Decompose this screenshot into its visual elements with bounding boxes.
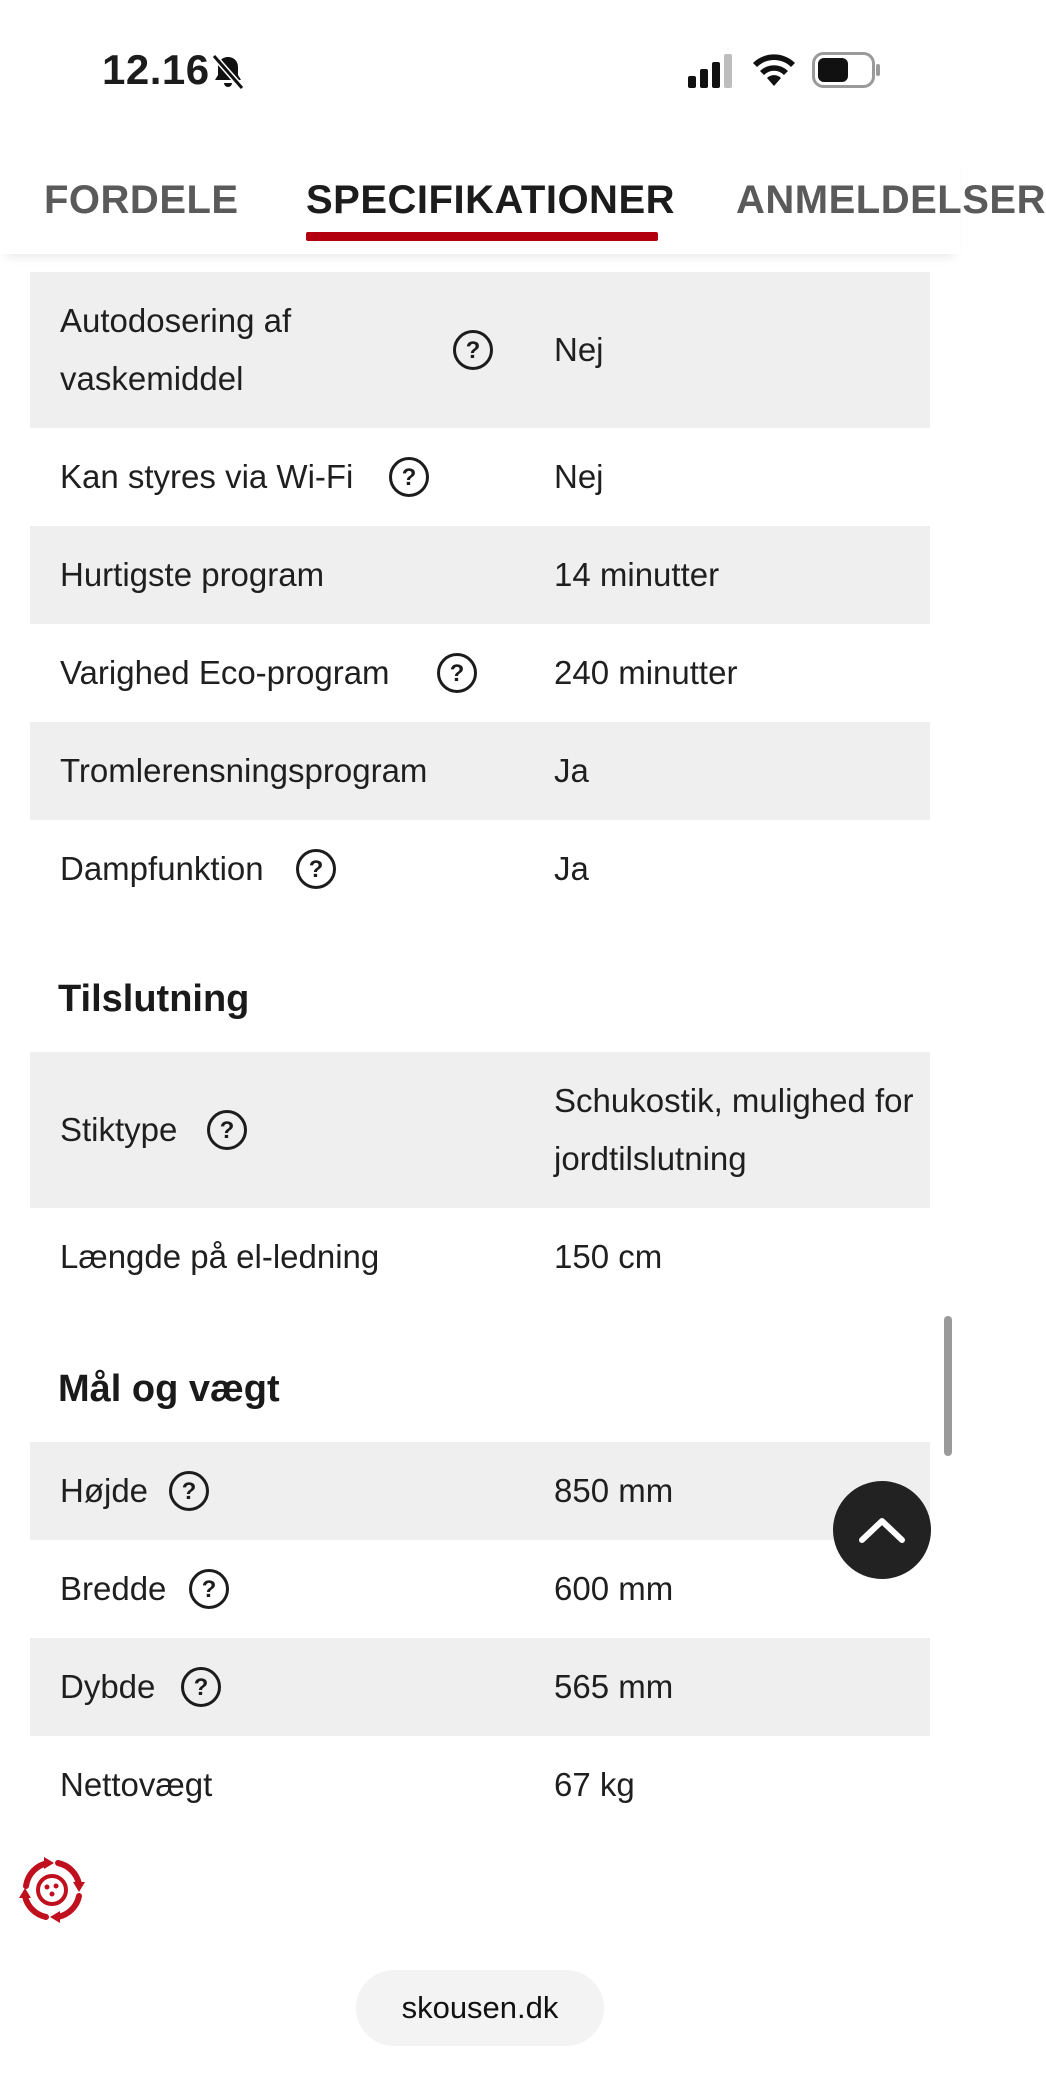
help-icon[interactable]: [180, 1666, 222, 1708]
help-icon[interactable]: [168, 1470, 210, 1512]
spec-row-tromle: [30, 722, 930, 820]
bell-off-icon: [208, 52, 248, 92]
chevron-up-icon: [857, 1515, 907, 1545]
battery-icon: [812, 52, 882, 88]
spec-label: Dybde: [60, 1668, 156, 1705]
scrollbar-thumb[interactable]: [944, 1316, 952, 1456]
spec-label: Tromlerensningsprogram: [60, 752, 428, 789]
spec-row-damp: [30, 820, 930, 918]
spec-label: Dampfunktion: [60, 850, 264, 887]
spec-row-eco: [30, 624, 930, 722]
spec-row-hoejde: [30, 1442, 930, 1540]
spec-value: 150 cm: [554, 1238, 663, 1275]
spec-row-hurtigste: [30, 526, 930, 624]
spec-row-el-ledning: [30, 1208, 930, 1306]
status-bar: [0, 0, 960, 140]
spec-row-bredde: [30, 1540, 930, 1638]
tab-bar: [0, 150, 1046, 254]
spec-row-autodosering: [30, 272, 930, 428]
svg-text:?: ?: [181, 1478, 197, 1505]
spec-label: Længde på el-ledning: [60, 1238, 380, 1275]
wifi-icon: [752, 50, 796, 88]
spec-label: Kan styres via Wi-Fi: [60, 458, 354, 495]
spec-label: Autodosering af vaskemiddel: [60, 302, 292, 397]
spec-value: 600 mm: [554, 1570, 674, 1607]
help-icon[interactable]: [436, 652, 478, 694]
help-icon[interactable]: [188, 1568, 230, 1610]
svg-text:?: ?: [401, 464, 417, 491]
svg-text:?: ?: [465, 337, 481, 364]
spec-value: Ja: [554, 850, 589, 887]
status-time: 12.16: [102, 46, 210, 93]
spec-label: Højde: [60, 1472, 149, 1509]
back-to-top-button[interactable]: [833, 1481, 931, 1579]
spec-value: Schukostik, mulighed for jordtilslutning: [554, 1082, 914, 1177]
spec-row-dybde: [30, 1638, 930, 1736]
svg-text:?: ?: [219, 1117, 235, 1144]
spec-value: Nej: [554, 331, 604, 368]
svg-text:?: ?: [193, 1674, 209, 1701]
spec-label: Hurtigste program: [60, 556, 325, 593]
spec-value: 14 minutter: [554, 556, 720, 593]
signal-icon: [688, 54, 736, 88]
section-heading-tilslutning: Tilslutning: [58, 978, 250, 1020]
help-icon[interactable]: [295, 848, 337, 890]
tab-specifikationer[interactable]: SPECIFIKATIONER: [306, 178, 676, 222]
section-heading-maal-og-vaegt: Mål og vægt: [58, 1368, 280, 1410]
spec-value: 67 kg: [554, 1766, 635, 1803]
url-text: skousen.dk: [401, 1990, 559, 2025]
spec-value: Nej: [554, 458, 604, 495]
spec-row-wifi: [30, 428, 930, 526]
spec-value: 565 mm: [554, 1668, 674, 1705]
url-bar[interactable]: [356, 1970, 604, 2046]
recycle-logo-icon[interactable]: [14, 1852, 90, 1928]
spec-label: Bredde: [60, 1570, 167, 1607]
spec-row-nettovaegt: [30, 1736, 930, 1834]
help-icon[interactable]: [452, 329, 494, 371]
tab-anmeldelser[interactable]: ANMELDELSER: [736, 178, 1046, 222]
help-icon[interactable]: [206, 1109, 248, 1151]
svg-text:?: ?: [308, 856, 324, 883]
spec-label: Stiktype: [60, 1111, 178, 1148]
spec-value: 850 mm: [554, 1472, 674, 1509]
spec-label: Nettovægt: [60, 1766, 213, 1803]
spec-value: Ja: [554, 752, 589, 789]
svg-text:?: ?: [449, 660, 465, 687]
spec-value: 240 minutter: [554, 654, 738, 691]
tab-fordele[interactable]: FORDELE: [44, 178, 239, 222]
spec-label: Varighed Eco-program: [60, 654, 390, 691]
svg-text:?: ?: [201, 1576, 217, 1603]
spec-row-stiktype: [30, 1052, 930, 1208]
active-tab-indicator: [306, 232, 658, 241]
help-icon[interactable]: [388, 456, 430, 498]
